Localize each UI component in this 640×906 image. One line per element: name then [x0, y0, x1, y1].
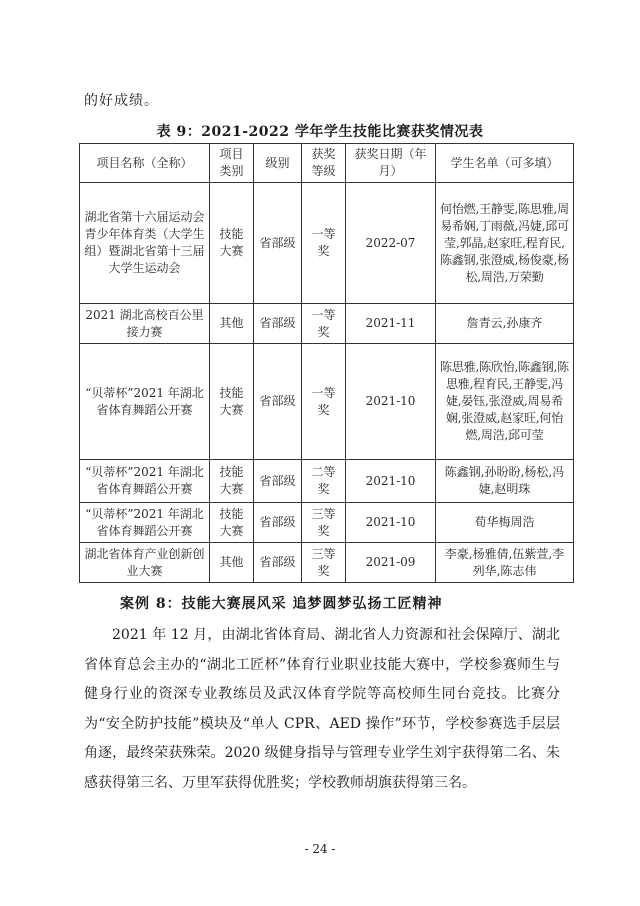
table-caption: 表 9：2021-2022 学年学生技能比赛获奖情况表 [156, 124, 484, 140]
table-row [80, 304, 574, 344]
cell-level: 省部级 [254, 543, 302, 583]
cell-project-name: 2021 湖北高校百公里接力赛 [80, 304, 210, 344]
cell-project-type: 其他 [210, 304, 254, 344]
cell-award-grade: 一等奖 [302, 183, 346, 304]
cell-student-list: 陈鑫钢,孙盼盼,杨松,冯婕,赵明珠 [436, 460, 574, 503]
cell-student-list: 李豪,杨雅倩,伍紫萱,李列华,陈志伟 [436, 543, 574, 583]
table-row [80, 460, 574, 503]
cell-award-grade: 三等奖 [302, 503, 346, 543]
page-number: - 24 - [304, 842, 336, 856]
cell-student-list: 陈思雅,陈欣怡,陈鑫钢,陈思雅,程育民,王静雯,冯婕,晏钰,张澄威,周易希娴,张澄威,赵家旺,何怡燃,周浩,邱可莹 [436, 344, 574, 460]
cell-student-list: 詹青云,孙康齐 [436, 304, 574, 344]
awards-table [79, 143, 574, 583]
cell-award-grade: 三等奖 [302, 543, 346, 583]
cell-project-name: “贝蒂杯”2021 年湖北省体育舞蹈公开赛 [80, 344, 210, 460]
header-level: 级别 [254, 144, 302, 183]
cell-project-name: “贝蒂杯”2021 年湖北省体育舞蹈公开赛 [80, 460, 210, 503]
cell-award-date: 2021-10 [346, 344, 436, 460]
cell-project-name: “贝蒂杯”2021 年湖北省体育舞蹈公开赛 [80, 503, 210, 543]
lead-text: 的好成绩。 [84, 93, 159, 109]
cell-project-type: 技能大赛 [210, 183, 254, 304]
cell-award-grade: 一等奖 [302, 304, 346, 344]
cell-project-type: 其他 [210, 543, 254, 583]
header-award-date: 获奖日期（年月） [346, 144, 436, 183]
cell-project-type: 技能大赛 [210, 503, 254, 543]
table-row [80, 543, 574, 583]
table-row [80, 183, 574, 304]
case-heading: 案例 8：技能大赛展风采 追梦圆梦弘扬工匠精神 [120, 596, 443, 612]
cell-award-date: 2021-10 [346, 503, 436, 543]
cell-award-date: 2021-10 [346, 460, 436, 503]
cell-level: 省部级 [254, 183, 302, 304]
cell-project-name: 湖北省第十六届运动会青少年体育类（大学生组）暨湖北省第十三届大学生运动会 [80, 183, 210, 304]
cell-award-date: 2021-11 [346, 304, 436, 344]
header-award-grade: 获奖等级 [302, 144, 346, 183]
header-project-type: 项目类别 [210, 144, 254, 183]
cell-project-type: 技能大赛 [210, 460, 254, 503]
cell-award-grade: 一等奖 [302, 344, 346, 460]
cell-award-date: 2022-07 [346, 183, 436, 304]
header-student-list: 学生名单（可多填） [436, 144, 574, 183]
cell-student-list: 何怡燃,王静雯,陈思雅,周易希娴,丁雨薇,冯婕,邱可莹,郭晶,赵家旺,程育民,陈鑫钢,张澄威,杨俊豪,杨松,周浩,万荣勤 [436, 183, 574, 304]
table-row [80, 503, 574, 543]
case-paragraph: 2021 年 12 月，由湖北省体育局、湖北省人力资源和社会保障厅、湖北省体育总会主办的“湖北工匠杯”体育行业职业技能大赛中，学校参赛师生与健身行业的资深专业教练员及武汉体育学院等高校师生同台竞技。比赛分为“安全防护技能”模块及“单人 CPR、AED 操作”环节，学校参赛选手层层角逐，最终荣获殊荣。2020 级健身指导与管理专业学生刘宇获得第二名、朱感获得第三名、万里军获得优胜奖；学校教师胡旗获得第三名。 [84, 627, 560, 791]
cell-level: 省部级 [254, 503, 302, 543]
cell-project-type: 技能大赛 [210, 344, 254, 460]
cell-award-grade: 二等奖 [302, 460, 346, 503]
cell-project-name: 湖北省体育产业创新创业大赛 [80, 543, 210, 583]
header-project-name: 项目名称（全称） [80, 144, 210, 183]
cell-student-list: 荀华梅周浩 [436, 503, 574, 543]
cell-award-date: 2021-09 [346, 543, 436, 583]
table-row [80, 344, 574, 460]
table-header-row [80, 144, 574, 183]
cell-level: 省部级 [254, 460, 302, 503]
cell-level: 省部级 [254, 304, 302, 344]
cell-level: 省部级 [254, 344, 302, 460]
